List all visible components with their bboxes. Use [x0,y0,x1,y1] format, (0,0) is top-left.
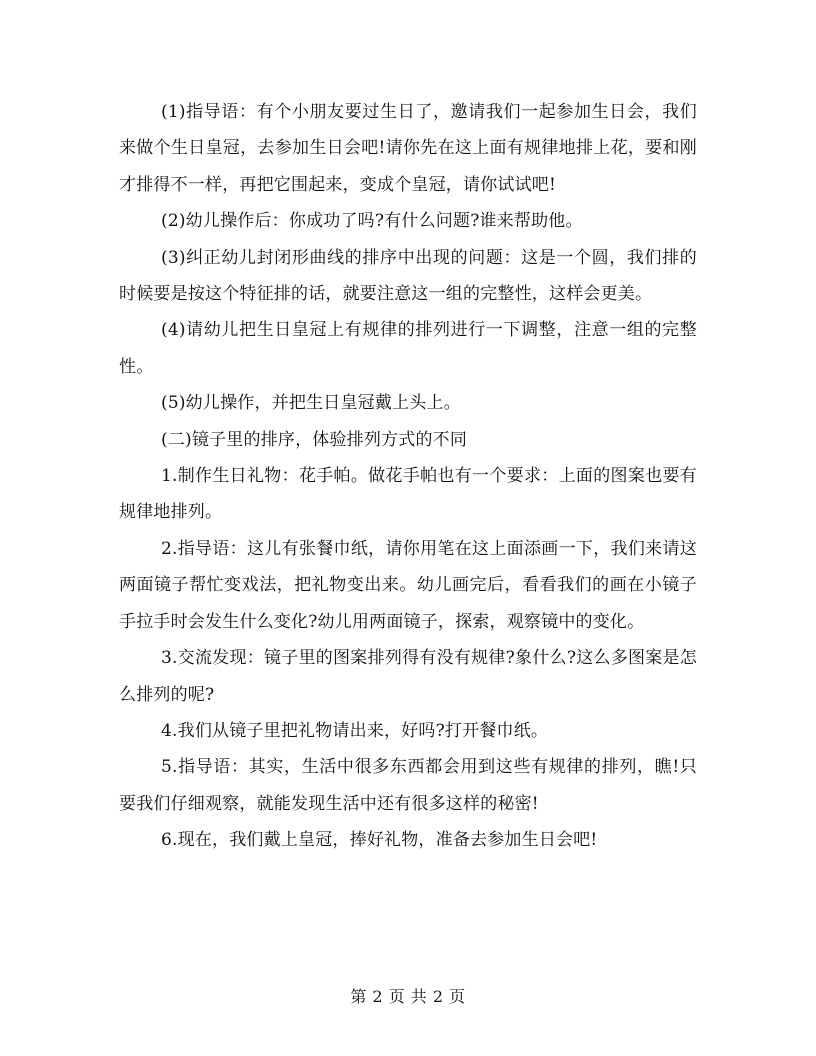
paragraph-2: (2)幼儿操作后：你成功了吗?有什么问题?谁来帮助他。 [161,211,583,232]
paragraph-1: (1)指导语：有个小朋友要过生日了，邀请我们一起参加生日会，我们来做个生日皇冠，去参加生日会吧!请你先在这上面有规律地排上花，要和刚才排得不一样，再把它围起来，变成个皇冠，请你试试吧! [119,102,697,195]
paragraph-6: 1.制作生日礼物：花手帕。做花手帕也有一个要求：上面的图案也要有规律地排列。 [119,466,697,523]
paragraph-8: 3.交流发现：镜子里的图案排列得有没有规律?象什么?这么多图案是怎么排列的呢? [119,648,697,705]
paragraph-3: (3)纠正幼儿封闭形曲线的排序中出现的问题：这是一个圆，我们排的时候要是按这个特征排的话，就要注意这一组的完整性，这样会更美。 [119,247,697,305]
paragraph-7: 2.指导语：这儿有张餐巾纸，请你用笔在这上面添画一下，我们来请这两面镜子帮忙变戏法，把礼物变出来。幼儿画完后，看看我们的画在小镜子手拉手时会发生什么变化?幼儿用两面镜子，探索，观察镜中的变化。 [119,538,697,632]
paragraph-10: 5.指导语：其实，生活中很多东西都会用到这些有规律的排列，瞧!只要我们仔细观察，就能发现生活中还有很多这样的秘密! [119,757,697,814]
section-heading: (二)镜子里的排序，体验排列方式的不同 [161,429,468,450]
paragraph-5: (5)幼儿操作，并把生日皇冠戴上头上。 [161,393,461,414]
paragraph-4: (4)请幼儿把生日皇冠上有规律的排列进行一下调整，注意一组的完整性。 [119,320,697,377]
document-body [119,94,697,859]
paragraph-11: 6.现在，我们戴上皇冠，捧好礼物，准备去参加生日会吧! [161,830,598,851]
page-number-footer: 第 2 页 共 2 页 [350,987,466,1006]
paragraph-9: 4.我们从镜子里把礼物请出来，好吗?打开餐巾纸。 [161,720,549,741]
